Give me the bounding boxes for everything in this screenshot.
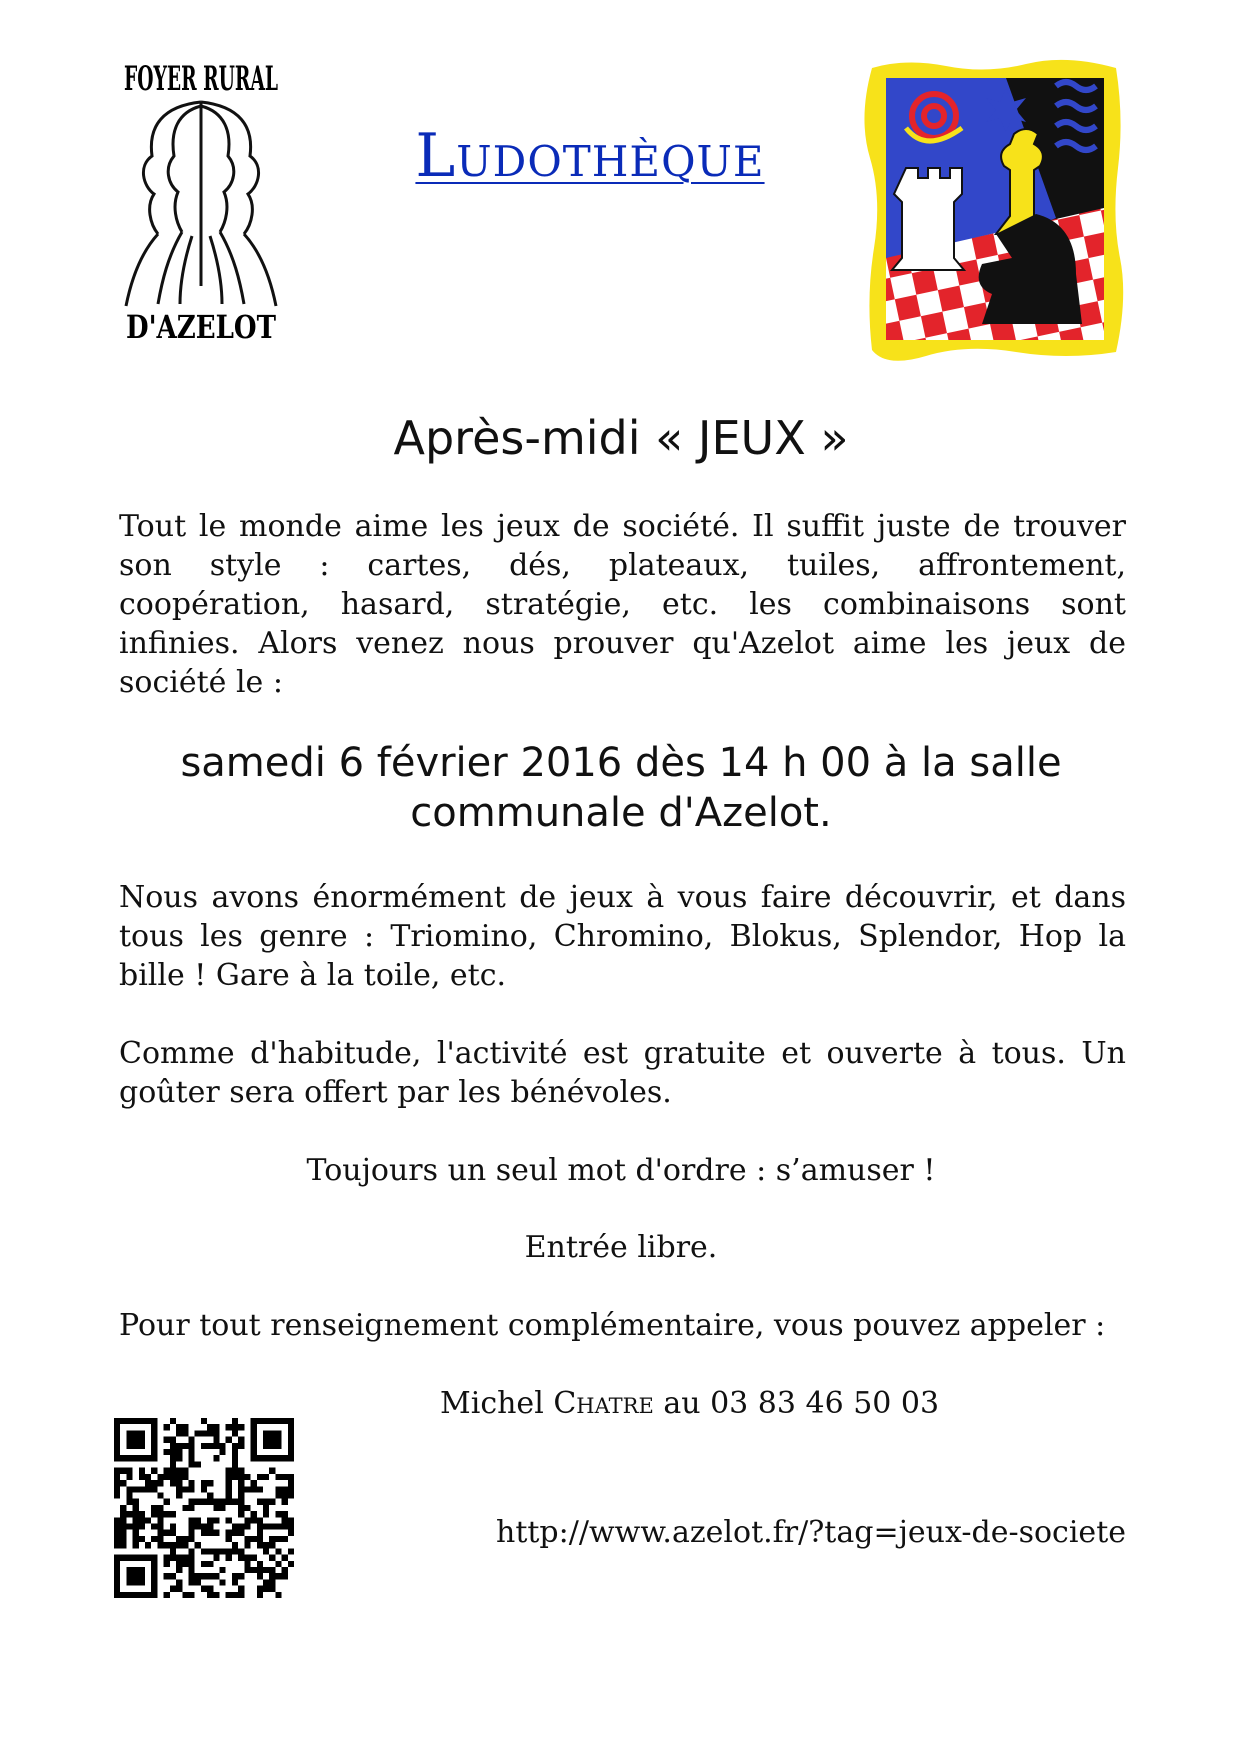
contact-last-name: Chatre [553, 1386, 654, 1421]
intro-paragraph: Tout le monde aime les jeux de société. Il suffit juste de trouver son style : cartes, dés, plateaux, tuiles, affrontement, coopération, hasard, stratégie, etc. les combinaisons sont infinies. Alors venez nous prouver qu'Azelot aime les jeux de société le : [119, 509, 1126, 700]
entree-libre: Entrée libre. [524, 1230, 718, 1265]
svg-text:D'AZELOT: D'AZELOT [126, 308, 277, 346]
event-date: samedi 6 février 2016 dès 14 h 00 à la salle communale d'Azelot. [180, 740, 1062, 836]
svg-text:FOYER RURAL: FOYER RURAL [124, 59, 279, 99]
website-link[interactable]: http://www.azelot.fr/?tag=jeux-de-societe [496, 1515, 1126, 1550]
page-title: Ludothèque [415, 121, 765, 191]
free-activity-paragraph: Comme d'habitude, l'activité est gratuite et ouverte à tous. Un goûter sera offert par les bénévoles. [119, 1036, 1126, 1110]
chess-illustration [866, 58, 1124, 360]
foyer-rural-logo [118, 56, 284, 344]
qr-code[interactable] [114, 1418, 294, 1598]
contact-connector: au [663, 1386, 701, 1421]
info-paragraph: Pour tout renseignement complémentaire, vous pouvez appeler : [119, 1308, 1106, 1343]
games-paragraph: Nous avons énormément de jeux à vous faire découvrir, et dans tous les genre : Triomino, Chromino, Blokus, Splendor, Hop la bille ! Gare à la toile, etc. [119, 880, 1126, 993]
contact-line [440, 1384, 1120, 1423]
contact-phone[interactable]: 03 83 46 50 03 [710, 1386, 940, 1421]
motto: Toujours un seul mot d'ordre : s’amuser ! [306, 1153, 936, 1188]
event-heading: Après-midi « JEUX » [393, 411, 849, 465]
contact-first-name: Michel [440, 1386, 544, 1421]
rook-icon [892, 168, 964, 270]
